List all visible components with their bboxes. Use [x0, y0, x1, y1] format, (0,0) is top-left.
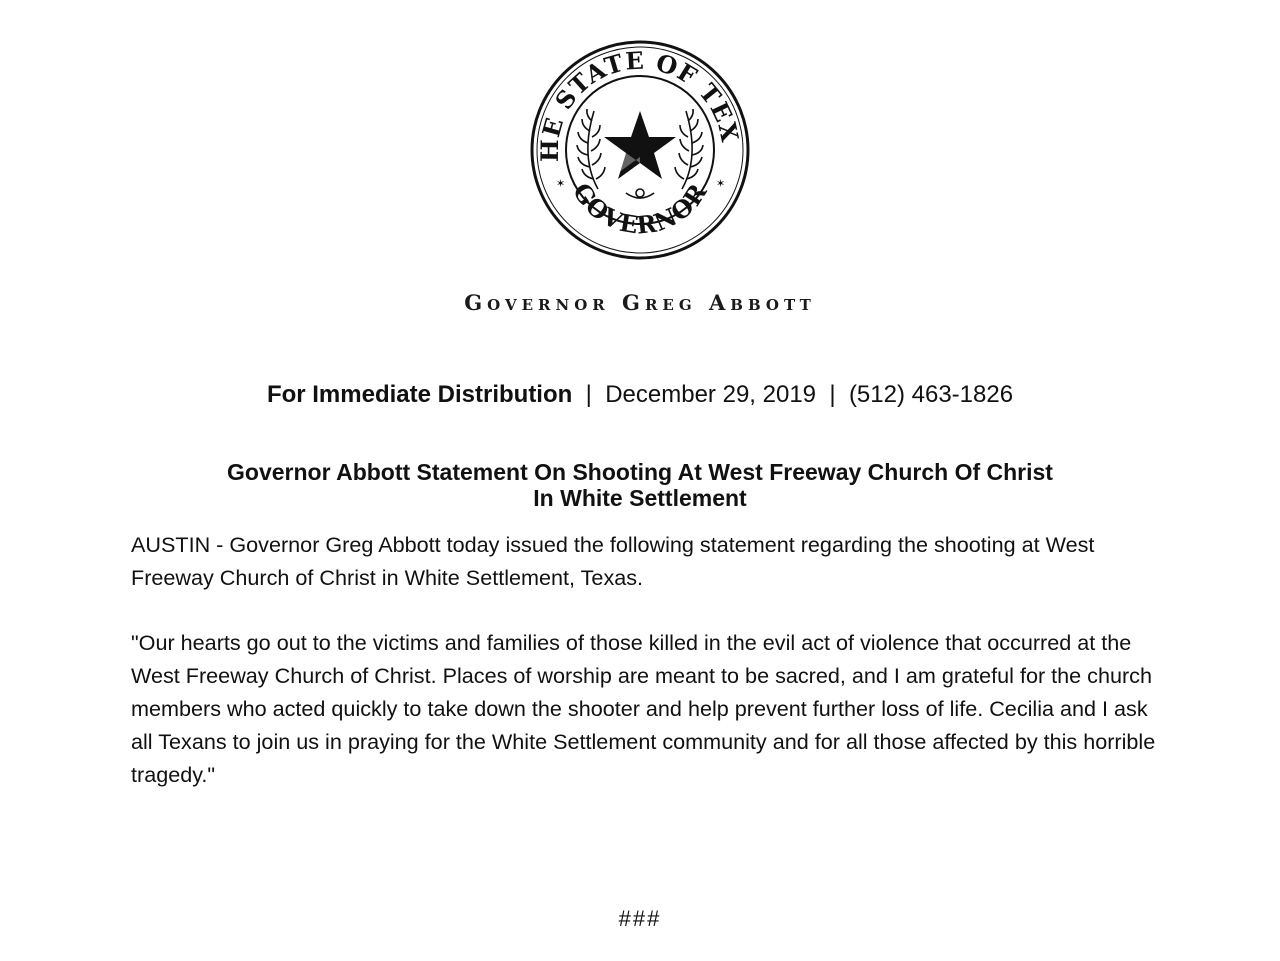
distribution-line: [0, 381, 1280, 409]
lone-star-icon: [604, 111, 676, 179]
governor-name: Governor Greg Abbott: [464, 290, 816, 315]
separator: |: [829, 381, 836, 408]
seal-bottom-text: GOVERNOR: [567, 177, 713, 240]
end-of-release-mark: ###: [618, 906, 662, 931]
headline-line-1: Governor Abbott Statement On Shooting At West Freeway Church Of Christ: [227, 459, 1053, 485]
seal-right-star-icon: ✶: [716, 177, 726, 190]
live-oak-branch-icon: [675, 109, 703, 189]
distribution-label: For Immediate Distribution: [266, 381, 573, 408]
seal-left-star-icon: ✶: [556, 177, 566, 190]
olive-branch-icon: [577, 109, 605, 189]
seal-top-text: HE STATE OF TEX: [534, 45, 745, 163]
headline-line-2: In White Settlement: [533, 485, 747, 511]
quote-paragraph: "Our hearts go out to the victims and families of those killed in the evil act of violence that occurred at the West Freeway Church of Christ. Places of worship are meant to be sacred, and I am grateful for the church members who acted quickly to take down the shooter and help prevent further loss of life. Cecilia and I ask all Texans to join us in praying for the White Settlement community and for all those affected by this horrible tragedy.": [131, 630, 1156, 787]
phone-number: (512) 463-1826: [848, 381, 1014, 408]
ribbon-icon: [626, 189, 654, 198]
press-release-headline: [100, 459, 1180, 511]
intro-paragraph: AUSTIN - Governor Greg Abbott today issued the following statement regarding the shooting at West Freeway Church of Christ in White Settlement, Texas.: [131, 532, 1095, 590]
texas-governor-seal: [528, 39, 752, 261]
separator: |: [585, 381, 592, 408]
seal-graphic: [528, 39, 752, 261]
release-date: December 29, 2019: [605, 381, 817, 408]
